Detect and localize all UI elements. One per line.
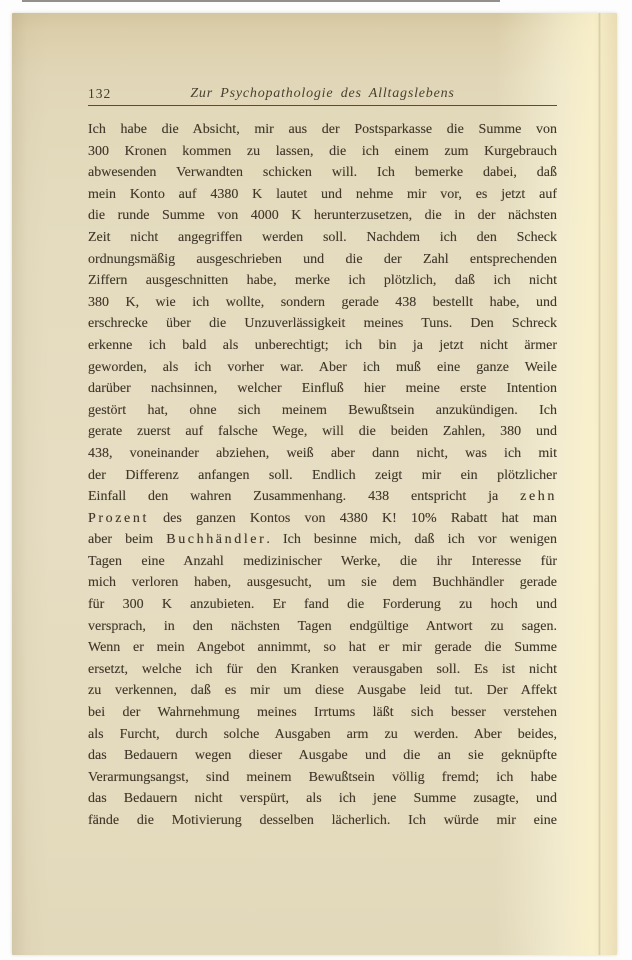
text-segment: gerate zuerst auf falsche Wege, will die beiden Zahlen, 380 und [88,424,557,440]
text-segment: Wenn er mein Angebot annimmt, so hat er mir gerade die Summe [88,640,557,656]
text-segment: Buchhändler [166,532,267,548]
text-line [88,702,557,724]
page-number: 132 [88,86,112,101]
text-segment: ersetzt, welche ich für den Kranken verausgaben soll. Es ist nicht [88,661,557,677]
text-line [88,357,557,379]
scan-page [12,13,617,955]
text-segment: erkenne ich bald als unberechtigt; ich bin ja jetzt nicht ärmer [88,337,557,353]
page-content [88,83,557,832]
text-line [88,572,557,594]
text-segment: Ziffern ausgeschnitten habe, merke ich plötzlich, daß ich nicht [88,273,557,289]
text-line [88,551,557,573]
text-segment: Prozent [88,510,149,526]
text-segment: erschrecke über die Unzuverlässigkeit meines Tuns. Den Schreck [88,316,557,332]
text-line [88,227,557,249]
text-segment: Ich habe die Absicht, mir aus der Postsparkasse die Summe von [88,122,557,137]
text-line [88,767,557,789]
text-segment: Tagen eine Anzahl medizinischer Werke, die ihr Interesse für [88,553,557,569]
text-line [88,313,557,335]
text-segment: aber beim [88,532,167,548]
text-segment: geworden, als ich vorher war. Aber ich muß eine ganze Weile [88,359,557,375]
text-line [88,594,557,616]
text-segment: 380 K, wie ich wollte, sondern gerade 438 bestellt habe, und [88,294,557,310]
text-line [88,184,557,206]
text-segment: das Bedauern nicht verspürt, als ich jene Summe zusagte, und [88,791,557,807]
text-segment: Verarmungsangst, sind meinem Bewußtsein völlig fremd; ich habe [88,769,557,785]
text-line [88,724,557,746]
scan-edge-line [22,0,500,2]
text-line [88,119,557,141]
text-segment: 438, voneinander abziehen, weiß aber dann nicht, was ich mit [88,445,557,461]
text-line [88,680,557,702]
text-line [88,745,557,767]
text-segment: die runde Summe von 4000 K herunterzusetzen, die in der nächsten [88,208,557,224]
text-line [88,249,557,271]
text-line [88,205,557,227]
text-segment: der Differenz anfangen soll. Endlich zeigt mir ein plötzlicher [88,467,557,483]
text-segment: gestört hat, ohne sich meinem Bewußtsein anzukündigen. Ich [88,402,557,418]
text-segment: . Ich besinne mich, daß ich vor wenigen [266,532,557,548]
text-segment: ordnungsmäßig ausgeschrieben und die der Zahl entsprechenden [88,251,557,267]
text-segment: als Furcht, durch solche Ausgaben arm zu werden. Aber beides, [88,726,557,742]
text-line [88,400,557,422]
body-text [88,119,557,832]
text-line [88,788,557,810]
text-line [88,443,557,465]
text-segment: mich verloren haben, ausgesucht, um sie dem Buchhändler gerade [88,575,557,591]
text-segment: fände die Motivierung desselben lächerlich. Ich würde mir eine [88,813,557,828]
text-line [88,335,557,357]
text-segment: versprach, in den nächsten Tagen endgültige Antwort zu sagen. [88,618,557,634]
text-segment: zu verkennen, daß es mir um diese Ausgabe leid tut. Der Affekt [88,683,557,699]
text-line [88,529,557,551]
text-segment: zehn [520,489,557,505]
text-line [88,659,557,681]
text-segment: bei der Wahrnehmung meines Irrtums läßt sich besser verstehen [88,705,557,721]
text-line [88,421,557,443]
text-segment: 300 Kronen kommen zu lassen, die ich einem zum Kurgebrauch [88,143,557,159]
text-line [88,637,557,659]
text-line [88,270,557,292]
text-segment: mein Konto auf 4380 K lautet und nehme mir vor, es jetzt auf [88,186,557,202]
text-line [88,810,557,832]
text-segment: das Bedauern wegen dieser Ausgabe und die an sie geknüpfte [88,748,557,764]
text-segment: abwesenden Verwandten schicken will. Ich bemerke dabei, daß [88,165,557,181]
text-segment: des ganzen Kontos von 4380 K! 10% Rabatt hat man [148,510,557,526]
text-segment: darüber nachsinnen, welcher Einfluß hier meine erste Intention [88,381,557,397]
text-line [88,378,557,400]
text-line [88,486,557,508]
text-line [88,141,557,163]
page-header [88,83,557,106]
text-segment: Einfall den wahren Zusammenhang. 438 entspricht ja [88,489,521,505]
text-line [88,508,557,530]
text-line [88,616,557,638]
text-segment: Zeit nicht angegriffen werden soll. Nachdem ich den Scheck [88,229,557,245]
text-segment: für 300 K anzubieten. Er fand die Forderung zu hoch und [88,597,557,613]
text-line [88,465,557,487]
text-line [88,162,557,184]
text-line [88,292,557,314]
running-head: Zur Psychopathologie des Alltagslebens [190,86,455,101]
